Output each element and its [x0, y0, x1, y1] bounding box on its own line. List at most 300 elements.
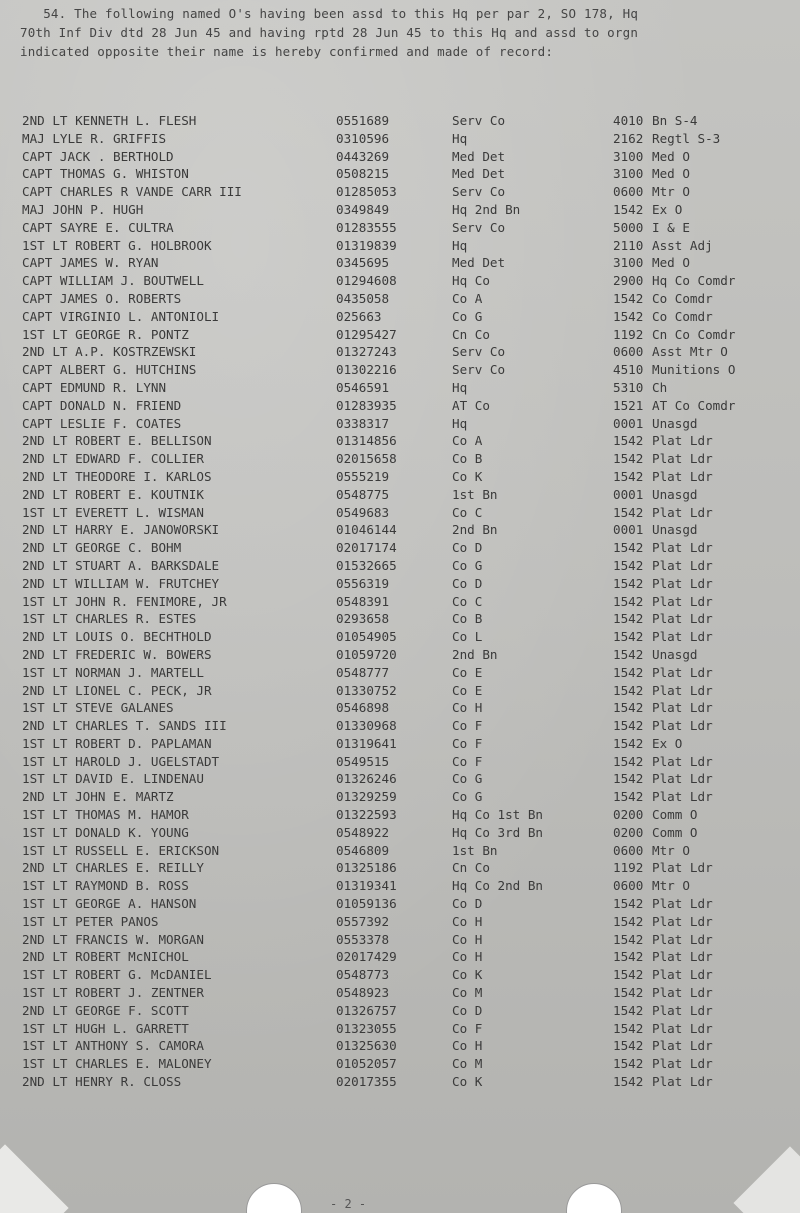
unit-assignment: Co K	[452, 468, 483, 484]
unit-assignment: Co F	[452, 718, 483, 734]
officer-row	[0, 201, 800, 219]
mos-code: 1542	[613, 451, 644, 467]
mos-code: 1192	[613, 860, 644, 876]
mos-code: 5310	[613, 379, 644, 395]
mos-code: 1542	[613, 646, 644, 662]
duty-assignment: Plat Ldr	[652, 913, 713, 929]
unit-assignment: Hq Co 1st Bn	[452, 807, 543, 823]
officer-row	[0, 895, 800, 913]
duty-assignment: Plat Ldr	[652, 557, 713, 573]
officer-row	[0, 539, 800, 557]
mos-code: 1542	[613, 308, 644, 324]
officer-row	[0, 361, 800, 379]
unit-assignment: 2nd Bn	[452, 646, 498, 662]
officer-row	[0, 557, 800, 575]
serial-number: 0508215	[336, 166, 390, 182]
mos-code: 1542	[613, 540, 644, 556]
unit-assignment: Co F	[452, 753, 483, 769]
mos-code: 1542	[613, 557, 644, 573]
mos-code: 1521	[613, 397, 644, 413]
serial-number: 02017174	[336, 540, 397, 556]
officer-row	[0, 450, 800, 468]
mos-code: 1542	[613, 664, 644, 680]
officer-name: CAPT DONALD N. FRIEND	[22, 397, 182, 413]
duty-assignment: Plat Ldr	[652, 860, 713, 876]
duty-assignment: Plat Ldr	[652, 718, 713, 734]
officer-name: 1ST LT CHARLES R. ESTES	[22, 611, 197, 627]
mos-code: 4010	[613, 113, 644, 128]
officer-row	[0, 984, 800, 1002]
officer-row	[0, 219, 800, 237]
officer-name: 2ND LT ROBERT E. BELLISON	[22, 433, 212, 449]
mos-code: 1542	[613, 931, 644, 947]
unit-assignment: Hq	[452, 130, 468, 146]
unit-assignment: Serv Co	[452, 344, 506, 360]
duty-assignment: Plat Ldr	[652, 700, 713, 716]
unit-assignment: Co H	[452, 913, 483, 929]
unit-assignment: Hq	[452, 237, 468, 253]
duty-assignment: Ch	[652, 379, 668, 395]
officer-name: CAPT ALBERT G. HUTCHINS	[22, 362, 197, 378]
officer-row	[0, 237, 800, 255]
officer-row	[0, 130, 800, 148]
officer-name: 1ST LT HAROLD J. UGELSTADT	[22, 753, 220, 769]
officer-name: 1ST LT STEVE GALANES	[22, 700, 174, 716]
officer-name: 2ND LT HARRY E. JANOWORSKI	[22, 522, 220, 538]
officer-name: 2ND LT LOUIS O. BECHTHOLD	[22, 629, 212, 645]
mos-code: 1542	[613, 593, 644, 609]
duty-assignment: Plat Ldr	[652, 504, 713, 520]
serial-number: 0338317	[336, 415, 390, 431]
officer-row	[0, 859, 800, 877]
unit-assignment: Co G	[452, 789, 483, 805]
officer-row	[0, 593, 800, 611]
unit-assignment: Co H	[452, 1038, 483, 1054]
officer-name: 2ND LT CHARLES T. SANDS III	[22, 718, 227, 734]
officer-row	[0, 913, 800, 931]
duty-assignment: Plat Ldr	[652, 1074, 713, 1090]
mos-code: 1542	[613, 575, 644, 591]
officer-roster	[0, 112, 800, 1091]
unit-assignment: Co A	[452, 290, 483, 306]
serial-number: 0435058	[336, 290, 390, 306]
duty-assignment: Plat Ldr	[652, 949, 713, 965]
unit-assignment: Co C	[452, 593, 483, 609]
mos-code: 1542	[613, 1074, 644, 1090]
mos-code: 0200	[613, 824, 644, 840]
officer-row	[0, 806, 800, 824]
duty-assignment: Plat Ldr	[652, 931, 713, 947]
mos-code: 1542	[613, 789, 644, 805]
mos-code: 0600	[613, 184, 644, 200]
officer-name: 2ND LT HENRY R. CLOSS	[22, 1074, 182, 1090]
duty-assignment: Unasgd	[652, 486, 698, 502]
serial-number: 01052057	[336, 1056, 397, 1072]
officer-name: 2ND LT ROBERT E. KOUTNIK	[22, 486, 204, 502]
duty-assignment: Plat Ldr	[652, 540, 713, 556]
serial-number: 0310596	[336, 130, 390, 146]
mos-code: 1542	[613, 771, 644, 787]
duty-assignment: Unasgd	[652, 646, 698, 662]
mos-code: 1542	[613, 896, 644, 912]
officer-row	[0, 415, 800, 433]
officer-row	[0, 664, 800, 682]
officer-row	[0, 1073, 800, 1091]
duty-assignment: Ex O	[652, 201, 683, 217]
unit-assignment: Cn Co	[452, 326, 490, 342]
serial-number: 01283935	[336, 397, 397, 413]
duty-assignment: Plat Ldr	[652, 789, 713, 805]
officer-name: 1ST LT PETER PANOS	[22, 913, 159, 929]
officer-row	[0, 183, 800, 201]
serial-number: 01330752	[336, 682, 397, 698]
officer-row	[0, 165, 800, 183]
officer-name: CAPT JAMES O. ROBERTS	[22, 290, 182, 306]
serial-number: 0546809	[336, 842, 390, 858]
serial-number: 01059720	[336, 646, 397, 662]
officer-name: 1ST LT EVERETT L. WISMAN	[22, 504, 204, 520]
serial-number: 01283555	[336, 219, 397, 235]
duty-assignment: Regtl S-3	[652, 130, 721, 146]
officer-name: 1ST LT GEORGE A. HANSON	[22, 896, 197, 912]
duty-assignment: Plat Ldr	[652, 753, 713, 769]
mos-code: 3100	[613, 148, 644, 164]
duty-assignment: Plat Ldr	[652, 985, 713, 1001]
officer-name: 2ND LT EDWARD F. COLLIER	[22, 451, 204, 467]
officer-name: 1ST LT GEORGE R. PONTZ	[22, 326, 189, 342]
duty-assignment: Comm O	[652, 824, 698, 840]
unit-assignment: Co B	[452, 611, 483, 627]
serial-number: 0293658	[336, 611, 390, 627]
officer-name: 1ST LT DONALD K. YOUNG	[22, 824, 189, 840]
unit-assignment: 1st Bn	[452, 842, 498, 858]
mos-code: 1542	[613, 1038, 644, 1054]
mos-code: 4510	[613, 362, 644, 378]
mos-code: 1542	[613, 1020, 644, 1036]
officer-name: 1ST LT CHARLES E. MALONEY	[22, 1056, 212, 1072]
mos-code: 1542	[613, 611, 644, 627]
duty-assignment: Plat Ldr	[652, 771, 713, 787]
unit-assignment: Co M	[452, 1056, 483, 1072]
unit-assignment: Serv Co	[452, 113, 506, 128]
serial-number: 0548922	[336, 824, 390, 840]
officer-row	[0, 753, 800, 771]
officer-row	[0, 682, 800, 700]
duty-assignment: Plat Ldr	[652, 629, 713, 645]
serial-number: 02017429	[336, 949, 397, 965]
unit-assignment: Co D	[452, 540, 483, 556]
officer-row	[0, 432, 800, 450]
mos-code: 2110	[613, 237, 644, 253]
officer-name: 1ST LT NORMAN J. MARTELL	[22, 664, 204, 680]
duty-assignment: Plat Ldr	[652, 593, 713, 609]
officer-row	[0, 379, 800, 397]
mos-code: 0001	[613, 415, 644, 431]
officer-row	[0, 824, 800, 842]
serial-number: 025663	[336, 308, 382, 324]
officer-name: 1ST LT ROBERT G. McDANIEL	[22, 967, 212, 983]
serial-number: 0548777	[336, 664, 390, 680]
mos-code: 0001	[613, 486, 644, 502]
duty-assignment: Plat Ldr	[652, 1020, 713, 1036]
serial-number: 01294608	[336, 273, 397, 289]
officer-name: 1ST LT ROBERT G. HOLBROOK	[22, 237, 212, 253]
mos-code: 1542	[613, 504, 644, 520]
officer-row	[0, 112, 800, 130]
officer-name: 1ST LT ROBERT D. PAPLAMAN	[22, 735, 212, 751]
unit-assignment: Co H	[452, 949, 483, 965]
mos-code: 1542	[613, 290, 644, 306]
unit-assignment: Serv Co	[452, 184, 506, 200]
officer-name: 2ND LT JOHN E. MARTZ	[22, 789, 174, 805]
officer-name: MAJ LYLE R. GRIFFIS	[22, 130, 167, 146]
officer-name: 2ND LT GEORGE C. BOHM	[22, 540, 182, 556]
unit-assignment: Co K	[452, 967, 483, 983]
page-number: - 2 -	[330, 1197, 367, 1211]
mos-code: 1542	[613, 629, 644, 645]
serial-number: 01295427	[336, 326, 397, 342]
mos-code: 0200	[613, 807, 644, 823]
officer-row	[0, 486, 800, 504]
serial-number: 0553378	[336, 931, 390, 947]
mos-code: 1542	[613, 985, 644, 1001]
serial-number: 01329259	[336, 789, 397, 805]
serial-number: 0345695	[336, 255, 390, 271]
officer-name: 2ND LT A.P. KOSTRZEWSKI	[22, 344, 197, 360]
binder-hole-right	[566, 1183, 622, 1213]
serial-number: 0556319	[336, 575, 390, 591]
officer-name: 2ND LT ROBERT McNICHOL	[22, 949, 189, 965]
officer-row	[0, 397, 800, 415]
serial-number: 02017355	[336, 1074, 397, 1090]
unit-assignment: Co L	[452, 629, 483, 645]
unit-assignment: Co C	[452, 504, 483, 520]
duty-assignment: Plat Ldr	[652, 967, 713, 983]
officer-row	[0, 272, 800, 290]
officer-name: 2ND LT CHARLES E. REILLY	[22, 860, 204, 876]
serial-number: 01326246	[336, 771, 397, 787]
duty-assignment: Unasgd	[652, 522, 698, 538]
duty-assignment: Med O	[652, 148, 690, 164]
officer-name: 2ND LT KENNETH L. FLESH	[22, 113, 197, 128]
mos-code: 1542	[613, 735, 644, 751]
unit-assignment: Hq Co	[452, 273, 490, 289]
unit-assignment: Co H	[452, 700, 483, 716]
unit-assignment: Hq	[452, 415, 468, 431]
duty-assignment: I & E	[652, 219, 690, 235]
unit-assignment: Co B	[452, 451, 483, 467]
duty-assignment: Mtr O	[652, 878, 690, 894]
serial-number: 01285053	[336, 184, 397, 200]
officer-row	[0, 948, 800, 966]
unit-assignment: Cn Co	[452, 860, 490, 876]
officer-name: 1ST LT DAVID E. LINDENAU	[22, 771, 204, 787]
serial-number: 01059136	[336, 896, 397, 912]
officer-name: 2ND LT STUART A. BARKSDALE	[22, 557, 220, 573]
serial-number: 01325186	[336, 860, 397, 876]
serial-number: 0555219	[336, 468, 390, 484]
duty-assignment: Bn S-4	[652, 113, 698, 128]
unit-assignment: Med Det	[452, 166, 506, 182]
officer-name: CAPT CHARLES R VANDE CARR III	[22, 184, 242, 200]
unit-assignment: Co F	[452, 1020, 483, 1036]
serial-number: 01330968	[336, 718, 397, 734]
unit-assignment: Co G	[452, 771, 483, 787]
mos-code: 1542	[613, 700, 644, 716]
duty-assignment: Plat Ldr	[652, 468, 713, 484]
officer-name: 2ND LT THEODORE I. KARLOS	[22, 468, 212, 484]
duty-assignment: Ex O	[652, 735, 683, 751]
duty-assignment: Cn Co Comdr	[652, 326, 736, 342]
officer-row	[0, 628, 800, 646]
unit-assignment: Hq	[452, 379, 468, 395]
officer-row	[0, 1037, 800, 1055]
officer-name: 2ND LT GEORGE F. SCOTT	[22, 1002, 189, 1018]
unit-assignment: AT Co	[452, 397, 490, 413]
serial-number: 01319839	[336, 237, 397, 253]
mos-code: 0600	[613, 344, 644, 360]
unit-assignment: Serv Co	[452, 219, 506, 235]
officer-row	[0, 646, 800, 664]
officer-row	[0, 308, 800, 326]
serial-number: 02015658	[336, 451, 397, 467]
mos-code: 5000	[613, 219, 644, 235]
unit-assignment: Med Det	[452, 148, 506, 164]
serial-number: 0349849	[336, 201, 390, 217]
unit-assignment: 1st Bn	[452, 486, 498, 502]
unit-assignment: Co M	[452, 985, 483, 1001]
officer-name: 2ND LT LIONEL C. PECK, JR	[22, 682, 212, 698]
duty-assignment: Plat Ldr	[652, 1002, 713, 1018]
mos-code: 0600	[613, 878, 644, 894]
duty-assignment: Plat Ldr	[652, 575, 713, 591]
unit-assignment: Co E	[452, 682, 483, 698]
serial-number: 0548391	[336, 593, 390, 609]
unit-assignment: Med Det	[452, 255, 506, 271]
unit-assignment: Hq 2nd Bn	[452, 201, 521, 217]
officer-name: CAPT THOMAS G. WHISTON	[22, 166, 189, 182]
officer-name: 1ST LT ROBERT J. ZENTNER	[22, 985, 204, 1001]
serial-number: 0546898	[336, 700, 390, 716]
serial-number: 0548775	[336, 486, 390, 502]
officer-name: 1ST LT HUGH L. GARRETT	[22, 1020, 189, 1036]
serial-number: 01319341	[336, 878, 397, 894]
duty-assignment: Unasgd	[652, 415, 698, 431]
officer-row	[0, 842, 800, 860]
serial-number: 01323055	[336, 1020, 397, 1036]
duty-assignment: Asst Mtr O	[652, 344, 728, 360]
binder-hole-left	[246, 1183, 302, 1213]
serial-number: 0443269	[336, 148, 390, 164]
officer-row	[0, 966, 800, 984]
mos-code: 3100	[613, 255, 644, 271]
duty-assignment: Plat Ldr	[652, 664, 713, 680]
serial-number: 01532665	[336, 557, 397, 573]
unit-assignment: Serv Co	[452, 362, 506, 378]
officer-row	[0, 504, 800, 522]
unit-assignment: Co K	[452, 1074, 483, 1090]
unit-assignment: Hq Co 2nd Bn	[452, 878, 543, 894]
officer-name: CAPT JACK . BERTHOLD	[22, 148, 174, 164]
unit-assignment: Co D	[452, 1002, 483, 1018]
duty-assignment: Med O	[652, 166, 690, 182]
officer-name: 1ST LT RAYMOND B. ROSS	[22, 878, 189, 894]
mos-code: 0001	[613, 522, 644, 538]
officer-name: 2ND LT FRANCIS W. MORGAN	[22, 931, 204, 947]
officer-row	[0, 148, 800, 166]
mos-code: 3100	[613, 166, 644, 182]
unit-assignment: Co F	[452, 735, 483, 751]
mos-code: 2162	[613, 130, 644, 146]
serial-number: 01319641	[336, 735, 397, 751]
duty-assignment: Plat Ldr	[652, 896, 713, 912]
officer-name: CAPT EDMUND R. LYNN	[22, 379, 167, 395]
unit-assignment: Co G	[452, 308, 483, 324]
serial-number: 0557392	[336, 913, 390, 929]
duty-assignment: Munitions O	[652, 362, 736, 378]
mos-code: 1542	[613, 1002, 644, 1018]
officer-row	[0, 877, 800, 895]
mos-code: 2900	[613, 273, 644, 289]
duty-assignment: Comm O	[652, 807, 698, 823]
serial-number: 0549683	[336, 504, 390, 520]
officer-row	[0, 575, 800, 593]
duty-assignment: Co Comdr	[652, 290, 713, 306]
officer-row	[0, 735, 800, 753]
officer-row	[0, 1055, 800, 1073]
officer-row	[0, 699, 800, 717]
unit-assignment: Co H	[452, 931, 483, 947]
officer-row	[0, 788, 800, 806]
serial-number: 01322593	[336, 807, 397, 823]
serial-number: 0549515	[336, 753, 390, 769]
mos-code: 1542	[613, 468, 644, 484]
serial-number: 01314856	[336, 433, 397, 449]
serial-number: 01046144	[336, 522, 397, 538]
mos-code: 1542	[613, 1056, 644, 1072]
officer-row	[0, 931, 800, 949]
duty-assignment: Plat Ldr	[652, 451, 713, 467]
serial-number: 01054905	[336, 629, 397, 645]
duty-assignment: Asst Adj	[652, 237, 713, 253]
serial-number: 0548773	[336, 967, 390, 983]
torn-corner	[733, 1146, 800, 1213]
mos-code: 1542	[613, 967, 644, 983]
unit-assignment: Co G	[452, 557, 483, 573]
officer-name: 2ND LT FREDERIC W. BOWERS	[22, 646, 212, 662]
mos-code: 1542	[613, 949, 644, 965]
serial-number: 01327243	[336, 344, 397, 360]
unit-assignment: Co D	[452, 896, 483, 912]
mos-code: 1542	[613, 913, 644, 929]
order-paragraph: 54. The following named O's having been assd to this Hq per par 2, SO 178, Hq 70th Inf Div dtd 28 Jun 45 and having rptd 28 Jun 45 to this Hq and assd to orgn indicated opposite their name is hereby confirmed and made of record:	[20, 6, 639, 59]
unit-assignment: Co E	[452, 664, 483, 680]
officer-name: 1ST LT ANTHONY S. CAMORA	[22, 1038, 204, 1054]
duty-assignment: Plat Ldr	[652, 611, 713, 627]
officer-name: CAPT SAYRE E. CULTRA	[22, 219, 174, 235]
serial-number: 0551689	[336, 113, 390, 128]
officer-name: 1ST LT THOMAS M. HAMOR	[22, 807, 189, 823]
officer-name: 1ST LT JOHN R. FENIMORE, JR	[22, 593, 227, 609]
officer-name: 2ND LT WILLIAM W. FRUTCHEY	[22, 575, 220, 591]
mos-code: 1542	[613, 201, 644, 217]
mos-code: 1542	[613, 433, 644, 449]
unit-assignment: 2nd Bn	[452, 522, 498, 538]
serial-number: 01326757	[336, 1002, 397, 1018]
duty-assignment: Hq Co Comdr	[652, 273, 736, 289]
unit-assignment: Co A	[452, 433, 483, 449]
mos-code: 1542	[613, 753, 644, 769]
